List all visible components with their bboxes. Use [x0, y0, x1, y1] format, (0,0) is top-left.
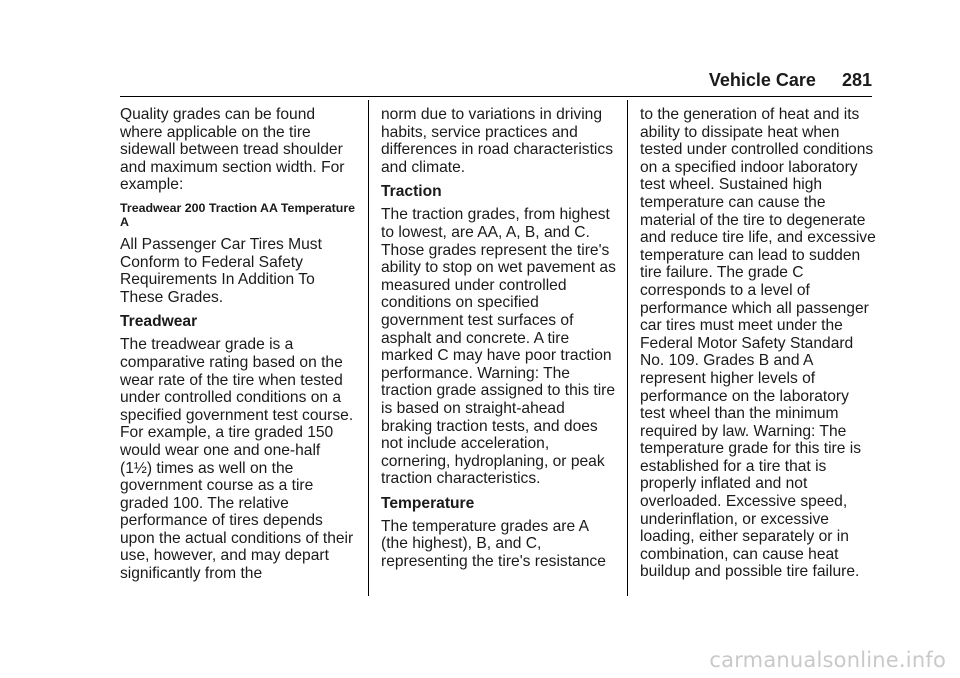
paragraph-treadwear-continued: norm due to variations in driving habits, service practices and differences in road characteristics and climate. — [381, 106, 613, 176]
page-number: 281 — [841, 70, 872, 90]
text-column-1 — [120, 106, 356, 590]
text-column-2 — [381, 106, 617, 578]
header-title — [709, 70, 872, 91]
text-column-3 — [640, 106, 876, 588]
paragraph-temperature-continued: to the generation of heat and its ability to dissipate heat when tested under controlled conditions on a specified indoor laboratory test wheel. Sustained high temperature can cause the material of the tire to degenerate and reduce tire life, and excessive temperature can lead to sudden tire failure. The grade C corresponds to a level of performance which all passenger car tires must meet under the Federal Motor Safety Standard No. 109. Grades B and A represent higher levels of performance on the laboratory test wheel than the minimum required by law. Warning: The temperature grade for this tire is established for a tire that is properly inflated and not overloaded. Excessive speed, underinflation, or excessive loading, either separately or in combination, can cause heat buildup and possible tire failure. — [640, 106, 876, 581]
paragraph-traction: The traction grades, from highest to lowest, are AA, A, B, and C. Those grades represent the tire's ability to stop on wet pavement as measured under controlled conditions on specified government test surfaces of asphalt and concrete. A tire marked C may have poor traction performance. Warning: The traction grade assigned to this tire is based on straight-ahead braking traction tests, and does not include acceleration, cornering, hydroplaning, or peak traction characteristics. — [381, 206, 616, 488]
paragraph-quality-grades: Quality grades can be found where applicable on the tire sidewall between tread shoulder and maximum section width. For example: — [120, 106, 345, 194]
heading-temperature: Temperature — [381, 494, 475, 512]
paragraph-treadwear: The treadwear grade is a comparative rating based on the wear rate of the tire when tested under controlled conditions on a specified government test course. For example, a tire graded 150 would wear one and one-half (1½) times as well on the government course as a tire graded 100. The relative performance of tires depends upon the actual conditions of their use, however, and may depart significantly from the — [120, 336, 354, 583]
page-header — [120, 70, 872, 97]
column-divider-right — [627, 100, 628, 596]
column-divider-left — [368, 100, 369, 596]
watermark: carmanualsonline.info — [709, 648, 946, 672]
heading-traction: Traction — [381, 183, 442, 201]
heading-treadwear: Treadwear — [120, 313, 198, 331]
grade-example: Treadwear 200 Traction AA Temperature A — [120, 200, 356, 229]
section-title: Vehicle Care — [708, 70, 816, 90]
paragraph-federal-requirements: All Passenger Car Tires Must Conform to Federal Safety Requirements In Addition To These Grades. — [120, 235, 322, 306]
paragraph-temperature: The temperature grades are A (the highest), B, and C, representing the tire's resistance — [381, 517, 606, 571]
